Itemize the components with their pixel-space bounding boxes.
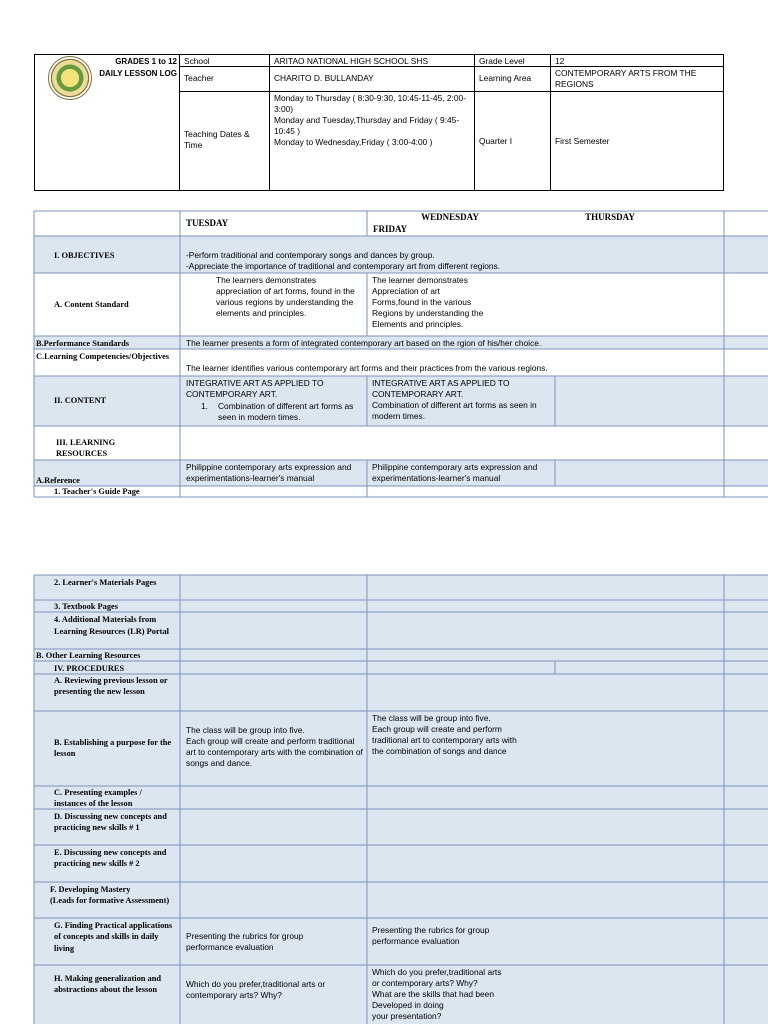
school-label: School (184, 56, 210, 66)
procedure-e-label: E. Discussing new concepts and practicing new skills # 2 (54, 848, 167, 868)
procedure-c-label: C. Presenting examples / instances of the lesson (54, 788, 142, 808)
teaching-dates-value: Monday to Thursday ( 8:30-9:30, 10:45-11-45, 2:00- 3:00) Monday and Tuesday,Thursday and Friday ( 9:45-10:45 ) Monday to Wednesday,Friday ( 3:00-4:00 ) (274, 93, 466, 147)
content-tuesday-item: Combination of different art forms as seen in modern times. (218, 401, 354, 422)
procedure-g-tuesday: Presenting the rubrics for group performance evaluation (186, 931, 304, 952)
competencies-label: C.Learning Competencies/Objectives (36, 352, 170, 361)
procedure-b-wednesday: The class will be group into five. Each group will create and perform traditional art to contemporary arts with the combination of songs and dance (372, 713, 517, 756)
learning-area-label: Learning Area (479, 73, 532, 83)
procedure-b-label: B. Establishing a purpose for the lesson (54, 738, 172, 758)
teachers-guide-label: 1. Teacher's Guide Page (54, 487, 140, 496)
content-wednesday: INTEGRATIVE ART AS APPLIED TO CONTEMPORARY ART. Combination of different art forms as seen in modern times. (372, 378, 537, 421)
performance-standards-label: B.Performance Standards (36, 339, 130, 348)
reference-tuesday: Philippine contemporary arts expression and experimentations-learner's manual (186, 462, 352, 483)
daily-lesson-log-label: DAILY LESSON LOG (99, 69, 177, 78)
content-label: II. CONTENT (54, 396, 107, 405)
content-standard-label: A. Content Standard (54, 300, 129, 309)
reference-label: A.Reference (36, 476, 80, 485)
teaching-dates-label: Teaching Dates & Time (184, 129, 250, 150)
grades-label: GRADES 1 to 12 (115, 57, 177, 66)
grade-level-label: Grade Level (479, 56, 525, 66)
competencies-text: The learner identifies various contemporary art forms and their practices from the various regions. (186, 363, 548, 373)
procedure-h-label: H. Making generalization and abstractions about the lesson (54, 974, 162, 995)
procedure-b-tuesday: The class will be group into five. Each group will create and perform traditional art to contemporary arts with the combination of songs and dance. (186, 725, 363, 768)
procedure-h-tuesday: Which do you prefer,traditional arts or contemporary arts? Why? (186, 979, 326, 1000)
other-learning-resources-label: B. Other Learning Resources (36, 651, 141, 660)
objectives-text: -Perform traditional and contemporary songs and dances by group. -Appreciate the importance of traditional and contemporary art from different regions. (186, 250, 501, 271)
teacher-label: Teacher (184, 73, 214, 83)
semester-value: First Semester (555, 136, 610, 146)
content-standard-wednesday: The learner demonstrates Appreciation of art Forms,found in the various Regions by understanding the Elements and principles. (372, 275, 484, 329)
procedure-d-label: D. Discussing new concepts and practicing new skills # 1 (54, 812, 167, 832)
day-header-friday: FRIDAY (373, 224, 408, 234)
day-header-wednesday: WEDNESDAY (421, 212, 479, 222)
procedure-g-wednesday: Presenting the rubrics for group performance evaluation (372, 925, 490, 946)
reference-wednesday: Philippine contemporary arts expression and experimentations-learner's manual (372, 462, 538, 483)
learners-materials-label: 2. Learner's Materials Pages (54, 578, 157, 587)
procedure-h-wednesday: Which do you prefer,traditional arts or contemporary arts? Why? What are the skills that had been Developed in doing your presentation? (372, 967, 502, 1021)
textbook-pages-label: 3. Textbook Pages (54, 602, 118, 611)
procedure-a-label: A. Reviewing previous lesson or presenting the new lesson (54, 676, 168, 696)
content-tuesday-heading: INTEGRATIVE ART AS APPLIED TO CONTEMPORARY ART. (186, 378, 324, 399)
procedure-g-label: G. Finding Practical applications of concepts and skills in daily living (54, 921, 173, 953)
quarter-label: Quarter I (479, 136, 513, 146)
grade-level-value: 12 (555, 56, 565, 66)
school-value: ARITAO NATIONAL HIGH SCHOOL SHS (274, 56, 429, 66)
learning-area-value: CONTEMPORARY ARTS FROM THE REGIONS (555, 68, 697, 89)
learning-resources-label: III. LEARNING RESOURCES (56, 438, 116, 458)
performance-standards-text: The learner presents a form of integrated contemporary art based on the rgion of his/her choice. (186, 338, 542, 348)
procedures-label: IV. PROCEDURES (54, 664, 125, 673)
teacher-value: CHARITO D. BULLANDAY (274, 73, 374, 83)
day-header-tuesday: TUESDAY (186, 218, 229, 228)
content-standard-tuesday: The learners demonstrates appreciation of art forms, found in the various regions by understanding the elements and principles. (216, 275, 355, 318)
objectives-label: I. OBJECTIVES (54, 251, 115, 260)
procedure-f-label: F. Developing Mastery (Leads for formative Assessment) (50, 885, 170, 905)
additional-materials-label: 4. Additional Materials from Learning Resources (LR) Portal (54, 615, 169, 636)
day-header-thursday: THURSDAY (585, 212, 635, 222)
content-list-number: 1. (201, 401, 208, 411)
